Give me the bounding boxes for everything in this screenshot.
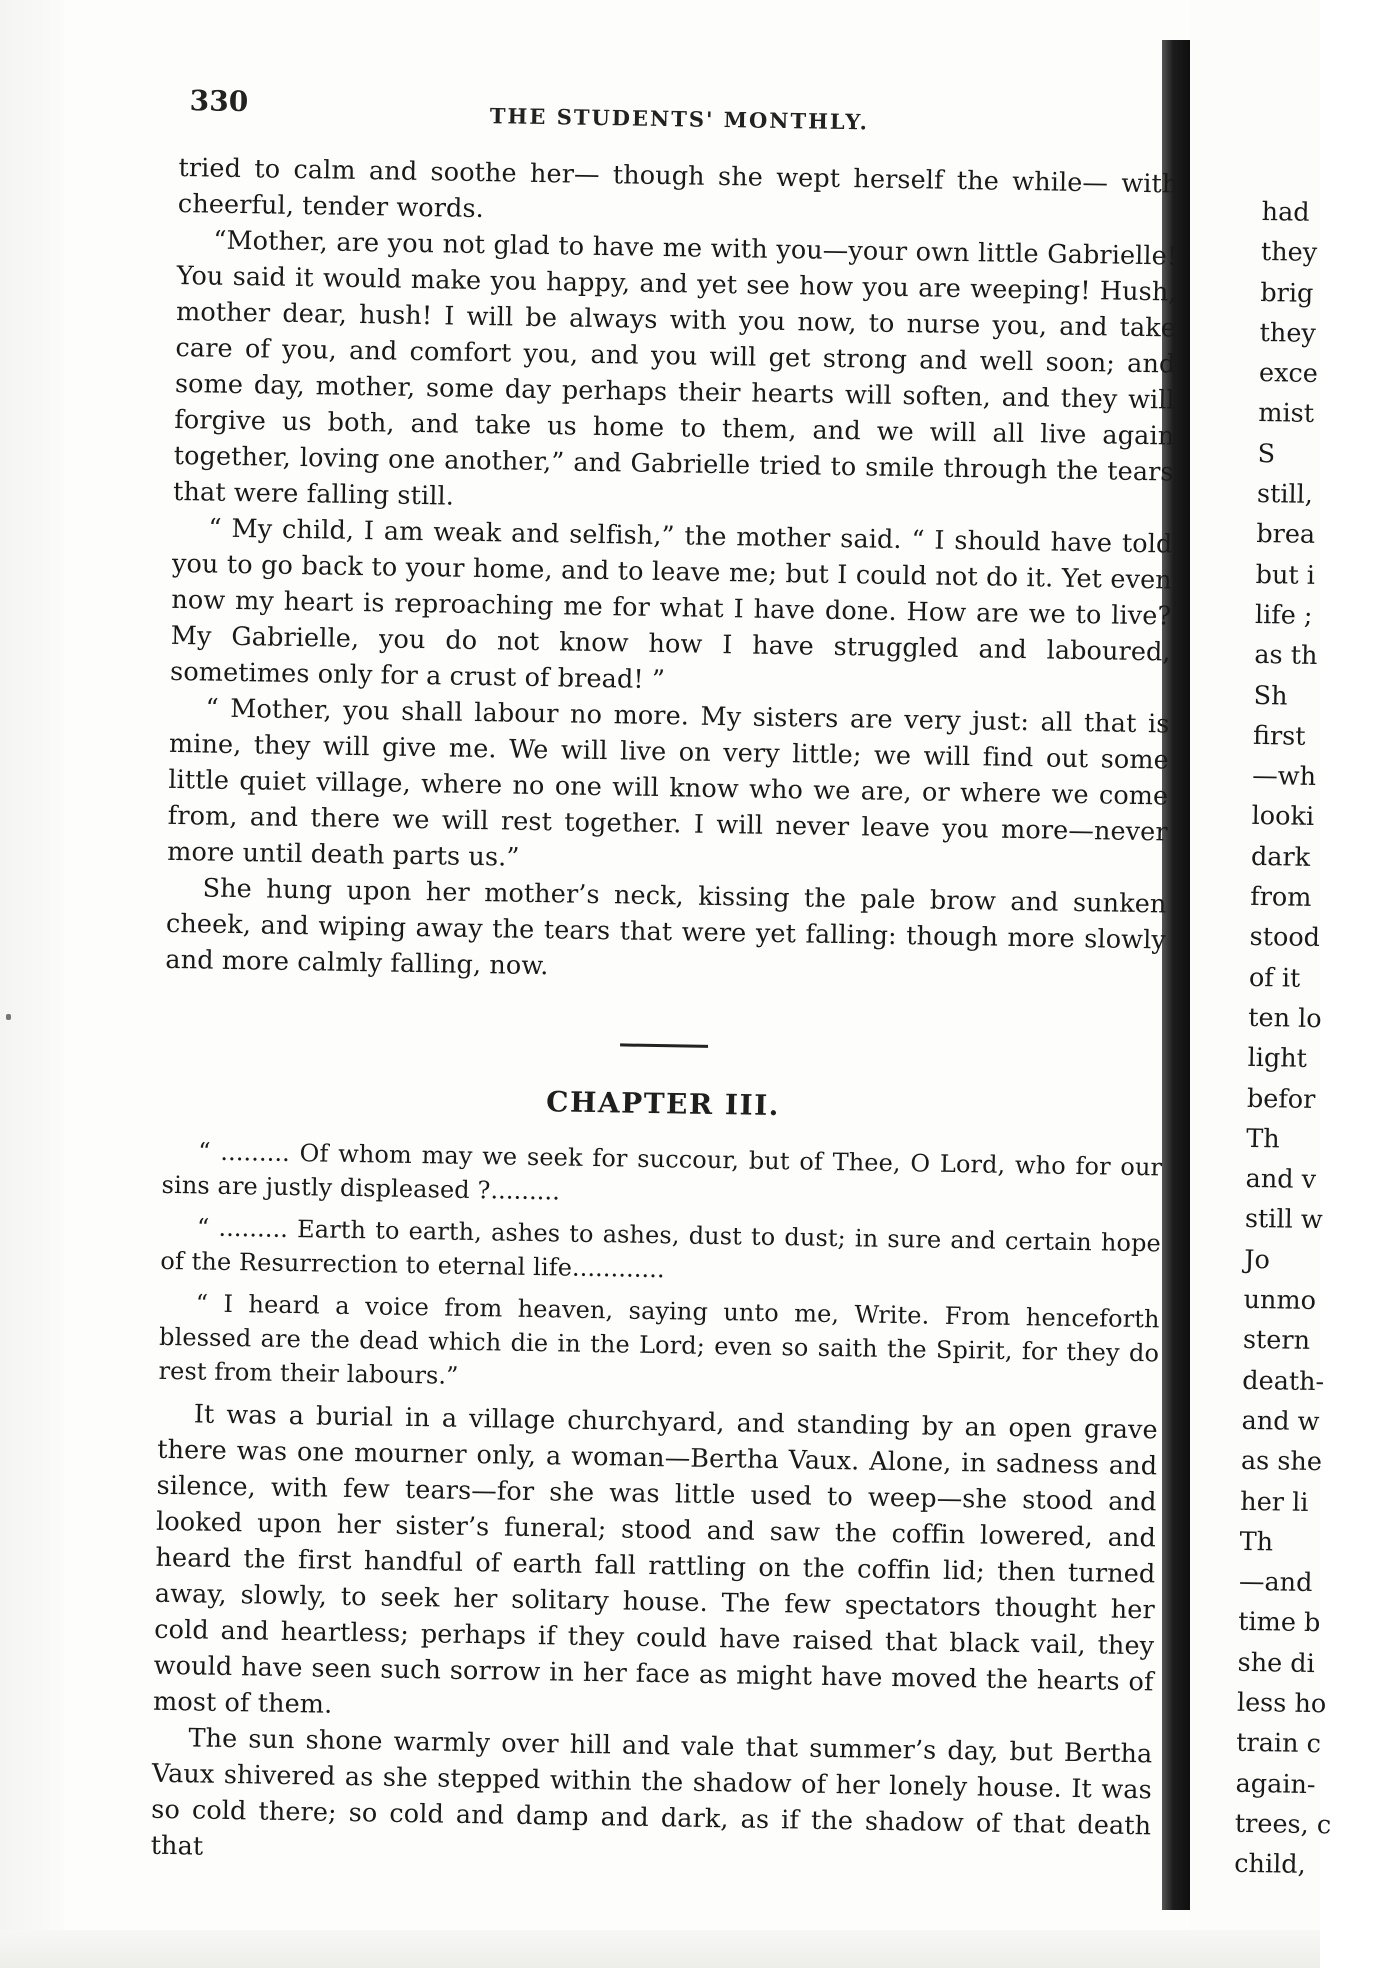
paragraph: The sun shone warmly over hill and vale that summer’s day, but Bertha Vaux shivered as she stepped within the shadow of her lonely house. It was so cold there; so cold and damp and dark, as if the shadow of that death that bbox=[150, 1723, 1153, 1862]
facing-line: Sh bbox=[1253, 680, 1288, 712]
dust-speck bbox=[6, 1014, 11, 1020]
facing-line: stern bbox=[1242, 1325, 1311, 1357]
facing-line: stood bbox=[1249, 922, 1321, 954]
facing-line: train c bbox=[1236, 1728, 1322, 1760]
facing-line: still, bbox=[1256, 479, 1314, 510]
facing-line: from bbox=[1250, 881, 1312, 913]
facing-line: exce bbox=[1258, 358, 1319, 390]
facing-line: child, bbox=[1234, 1848, 1306, 1881]
facing-line: trees, c bbox=[1234, 1808, 1332, 1841]
facing-line: brig bbox=[1260, 277, 1314, 309]
paragraph: “Mother, are you not glad to have me with you—your own little Gabrielle! You said it would make you happy, and yet see how you are weeping! Hush, mother dear, hush! I will be always with you now, to nurse you, and take care of you, and comfort you, and you will get strong and well soon; and some day, mother, some day perhaps their hearts will soften, and they will forgive us both, and take us home to them, and we will all live again together, loving one another,” and Gabrielle tried to smile through the tears that were falling still. bbox=[172, 225, 1178, 512]
scan-bottom-margin bbox=[0, 1930, 1320, 1968]
facing-line: brea bbox=[1256, 519, 1316, 551]
chapter-heading: CHAPTER III. bbox=[545, 1085, 781, 1123]
paragraph: tried to calm and soothe her— though she wept herself the while— with cheerful, tender words. bbox=[177, 152, 1179, 225]
facing-line: life ; bbox=[1254, 599, 1313, 631]
facing-line: time b bbox=[1238, 1607, 1321, 1639]
facing-line: —wh bbox=[1252, 761, 1317, 793]
facing-line: of it bbox=[1248, 962, 1301, 994]
facing-page-text bbox=[1234, 192, 1392, 1886]
facing-line: they bbox=[1259, 317, 1317, 349]
scan-margin bbox=[0, 0, 64, 1968]
facing-line: —and bbox=[1238, 1566, 1313, 1599]
facing-line: unmo bbox=[1243, 1284, 1317, 1317]
facing-line: and w bbox=[1241, 1405, 1320, 1438]
paragraph: She hung upon her mother’s neck, kissing the pale brow and sunken cheek, and wiping away the tears that were yet falling: though more slowly and more calmly falling, now. bbox=[165, 873, 1167, 982]
paragraph: It was a burial in a village churchyard, and standing by an open grave there was one mourner only, a woman—Bertha Vaux. Alone, in sadness and silence, with few tears—for she was little used to weep—she stood and looked upon her sister’s funeral; stood and saw the coffin lowered, and heard the first handful of earth fall rattling on the coffin lid; then turned away, slowly, to seek her solitary house. The few spectators thought her cold and heartless; perhaps if they could have raised that black vail, they would have seen such sorrow in her face as might have moved the hearts of most of them. bbox=[152, 1399, 1158, 1720]
epigraph-quote: “ ......... Of whom may we seek for succour, but of Thee, O Lord, who for our sins are justly displeased ?......... bbox=[161, 1137, 1163, 1206]
facing-line: again- bbox=[1235, 1768, 1316, 1800]
facing-line: mist bbox=[1258, 398, 1315, 430]
epigraph-quote: “ I heard a voice from heaven, saying unto me, Write. From henceforth blessed are the dead which die in the Lord; even so saith the Spirit, for they do rest from their labours.” bbox=[158, 1289, 1160, 1390]
facing-line: as she bbox=[1240, 1446, 1323, 1478]
facing-line: she di bbox=[1237, 1647, 1316, 1679]
facing-line: first bbox=[1252, 720, 1306, 752]
facing-line: had bbox=[1261, 196, 1310, 228]
running-title: THE STUDENTS' MONTHLY. bbox=[489, 103, 870, 135]
facing-line: they bbox=[1260, 237, 1318, 269]
facing-line: ten lo bbox=[1248, 1002, 1322, 1035]
facing-line: death- bbox=[1242, 1365, 1325, 1397]
paragraph: “ My child, I am weak and selfish,” the mother said. “ I should have told you to go back to your home, and to leave me; but I could not do it. Yet even now my heart is reproaching me for what I have done. How are we to live? My Gabrielle, you do not know how I have struggled and laboured, sometimes only for a crust of bread! ” bbox=[169, 513, 1173, 696]
facing-line: still w bbox=[1244, 1204, 1323, 1236]
facing-line: S bbox=[1257, 438, 1276, 470]
facing-line: her li bbox=[1240, 1486, 1309, 1518]
facing-line: Th bbox=[1239, 1526, 1274, 1558]
facing-line: befor bbox=[1246, 1083, 1316, 1115]
facing-line: dark bbox=[1250, 841, 1311, 873]
facing-line: as th bbox=[1254, 640, 1318, 672]
facing-line: light bbox=[1247, 1043, 1308, 1075]
text-column bbox=[150, 80, 1179, 1880]
facing-line: looki bbox=[1251, 801, 1315, 833]
facing-line: Jo bbox=[1244, 1244, 1271, 1275]
section-divider bbox=[620, 1043, 708, 1047]
facing-line: Th bbox=[1246, 1123, 1280, 1155]
facing-line: but i bbox=[1255, 559, 1316, 591]
facing-line: less ho bbox=[1236, 1687, 1327, 1720]
facing-line: and v bbox=[1245, 1163, 1317, 1196]
page-number: 330 bbox=[189, 84, 249, 119]
epigraph-quote: “ ......... Earth to earth, ashes to ashes, dust to dust; in sure and certain hope of the Resurrection to eternal life............ bbox=[160, 1213, 1162, 1284]
paragraph: “ Mother, you shall labour no more. My sisters are very just: all that is mine, they will give me. We will live on very little; we will find out some little quiet village, where no one will know who we are, or where we come from, and there we will rest together. I will never leave you more—never more until death parts us.” bbox=[166, 693, 1170, 873]
